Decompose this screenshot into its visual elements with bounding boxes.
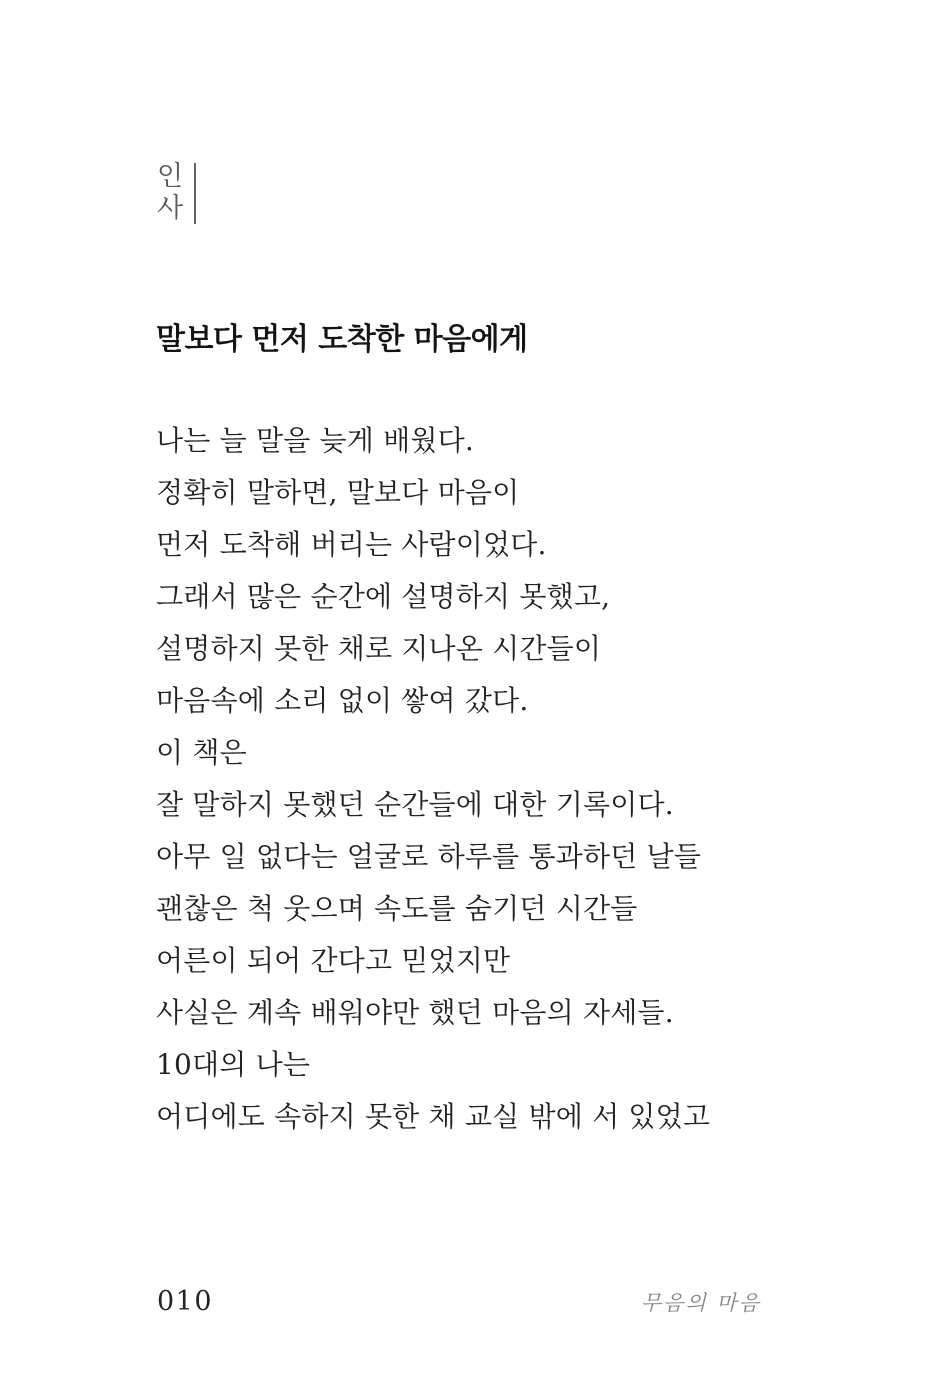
poem-body bbox=[156, 415, 796, 1143]
poem-line: 마음속에 소리 없이 쌓여 갔다. bbox=[156, 684, 529, 717]
poem-line: 어른이 되어 간다고 믿었지만 bbox=[156, 944, 511, 977]
poem-line: 정확히 말하면, 말보다 마음이 bbox=[156, 476, 520, 509]
poem-line: 사실은 계속 배워야만 했던 마음의 자세들. bbox=[156, 996, 674, 1029]
section-marker-char: 사 bbox=[157, 193, 184, 224]
poem-line: 그래서 많은 순간에 설명하지 못했고, bbox=[156, 580, 611, 613]
poem-line: 아무 일 없다는 얼굴로 하루를 통과하던 날들 bbox=[156, 840, 702, 873]
poem-line: 10대의 나는 bbox=[156, 1048, 311, 1081]
running-book-title: 무음의 마음 bbox=[640, 1291, 761, 1315]
poem-line: 이 책은 bbox=[156, 736, 247, 769]
page-footer bbox=[157, 1287, 761, 1318]
poem-line: 먼저 도착해 버리는 사람이었다. bbox=[156, 528, 547, 561]
section-marker bbox=[157, 161, 196, 225]
poem-line: 잘 말하지 못했던 순간들에 대한 기록이다. bbox=[156, 788, 674, 821]
page-number: 010 bbox=[157, 1286, 214, 1317]
poem-line: 설명하지 못한 채로 지나온 시간들이 bbox=[156, 632, 602, 665]
poem-line: 괜찮은 척 웃으며 속도를 숨기던 시간들 bbox=[156, 892, 638, 925]
section-marker-rule bbox=[194, 163, 196, 224]
section-marker-char: 인 bbox=[157, 161, 184, 192]
poem-line: 나는 늘 말을 늦게 배웠다. bbox=[156, 424, 474, 457]
essay-title: 말보다 먼저 도착한 마음에게 bbox=[156, 322, 528, 357]
poem-line: 어디에도 속하지 못한 채 교실 밖에 서 있었고 bbox=[156, 1100, 711, 1133]
section-marker-text bbox=[157, 161, 183, 225]
